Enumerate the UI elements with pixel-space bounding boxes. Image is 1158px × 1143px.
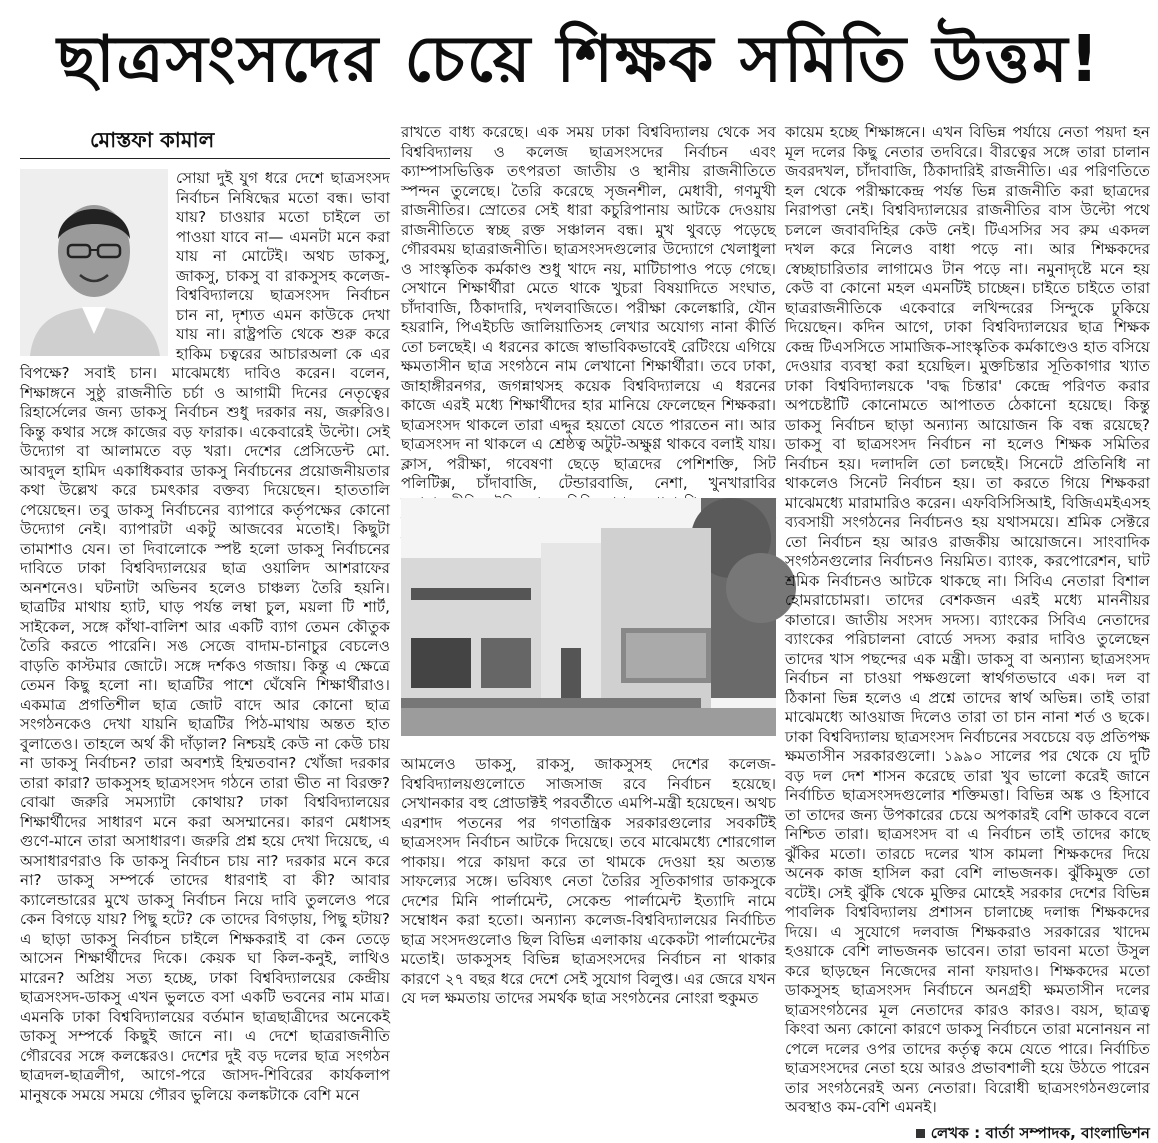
paragraph-col2-bottom: আমলেও ডাকসু, রাকসু, জাকসুসহ দেশের কলেজ-বিশ্ববিদ্যালয়গুলোতে সাজসাজ রবে নির্বাচন হয়েছে। সেখানকার বহু প্রোডাক্টই পরবর্তীতে এমপি-মন্ত্রী হয়েছেন। অথচ এরশাদ পতনের পর গণতান্ত্রিক সরকারগুলোর সবকটিই ছাত্রসংসদ নির্বাচন আটকে দিয়েছে। তবে মাঝেমধ্যে শোরগোল পাকায়। পরে কায়দা করে তা থামকে দেওয়া হয় অত্যন্ত সাফল্যের সঙ্গে। ভবিষ্যৎ নেতা তৈরির সূতিকাগার ডাকসুকে দেশের মিনি পার্লামেন্ট, সেকেন্ড পার্লামেন্ট ইত্যাদি নামে সম্বোধন করা হতো। অন্যান্য কলেজ-বিশ্ববিদ্যালয়ের নির্বাচিত ছাত্র সংসদগুলোও ছিল বিভিন্ন এলাকায় একেকটা পার্লামেন্টের মতোই। ডাকসুসহ বিভিন্ন ছাত্রসংসদের নির্বাচন না থাকার কারণে ২৭ বছর ধরে দেশে সেই সুযোগ বিলুপ্ত। এর জেরে যখন যে দল ক্ষমতায় তাদের সমর্থক ছাত্র সংগঠনের নোংরা হুকুমত bbox=[401, 755, 776, 1009]
author-signature bbox=[785, 1124, 1150, 1143]
headline: ছাত্রসংসদের চেয়ে শিক্ষক সমিতি উত্তম! bbox=[0, 18, 1158, 102]
byline: মোস্তফা কামাল bbox=[90, 126, 390, 154]
dacsu-building-photo bbox=[401, 498, 776, 736]
article-column-3 bbox=[785, 123, 1150, 965]
signature-text: বার্তা সম্পাদক, বাংলাভিশন bbox=[986, 1124, 1150, 1142]
author-portrait bbox=[20, 169, 168, 356]
byline-divider bbox=[20, 158, 390, 159]
paragraph-col3: কায়েম হচ্ছে শিক্ষাঙ্গনে। এখন বিভিন্ন পর্যায়ে নেতা পয়দা হন মূল দলের কিছু নেতার তদবিরে। বীরত্বের সঙ্গে তারা চালান জবরদখল, চাঁদাবাজি, ঠিকাদারিই রাজনীতি। এর পরিণতিতে হল থেকে পরীক্ষাকেন্দ্র পর্যন্ত ভিন্ন রাজনীতি করা ছাত্রদের নিরাপত্তা নেই। বিশ্ববিদ্যালয়ের রাজনীতির বাস উল্টো পথে চললে জবাবদিহির কেউ নেই। টিএসসির সব রুম একদল দখল করে নিলেও বাধা পড়ে না। আর শিক্ষকদের স্বেচ্ছাচারিতার লাগামেও টান পড়ে না। নমুনাদৃষ্টে মনে হয় কেউ বা কোনো মহল এমনটিই চাচ্ছেন। চাইতে চাইতে তারা ছাত্ররাজনীতিকে একেবারে লখিন্দরের সিন্দুকে ঢুকিয়ে দিয়েছেন। কদিন আগে, ঢাকা বিশ্ববিদ্যালয়ের ছাত্র শিক্ষক কেন্দ্র টিএসসিতে সামাজিক-সাংস্কৃতিক কর্মকাণ্ডেও হাত বসিয়ে দেওয়ার ব্যবস্থা করা হয়েছিল। মুক্তচিন্তার সূতিকাগার খ্যাত ঢাকা বিশ্ববিদ্যালয়কে 'বদ্ধ চিন্তার' কেন্দ্রে পরিণত করার অপচেষ্টাটি কোনোমতে আপাতত ঠেকানো হয়েছে। কিন্তু ডাকসু নির্বাচন ছাড়া অন্যান্য আয়োজন কি বন্ধ রয়েছে? ডাকসু বা ছাত্রসংসদ নির্বাচন না হলেও শিক্ষক সমিতির নির্বাচন হয়। দলাদলি তো চলছেই। সিনেটে প্রতিনিধি না থাকলেও সিনেট নির্বাচন হয়। তা করতে গিয়ে শিক্ষকরা মাঝেমধ্যে মারামারিও করেন। এফবিসিসিআই, বিজিএমইএসহ ব্যবসায়ী সংগঠনের নির্বাচনও হয় যথাসময়ে। শ্রমিক সেক্টরে তো নির্বাচন হয় আরও রাজকীয় আয়োজনে। সাংবাদিক সংগঠনগুলোর নির্বাচনও নিয়মিত। ব্যাংক, করপোরেশন, ঘাট শ্রমিক নির্বাচনও আটকে থাকছে না। সিবিএ নেতারা বিশাল হোমরাচোমরা। তাদের বেশকজন এরই মধ্যে মাননীয়র কাতারে। জাতীয় সংসদ সদস্য। ব্যাংকের সিবিএ নেতাদের ব্যাংকের পরিচালনা বোর্ডে সদস্য করার দাবিও তুলেছেন তাদের খাস পছন্দের এক মন্ত্রী। ডাকসু বা অন্যান্য ছাত্রসংসদ নির্বাচন না চাওয়া পক্ষগুলো স্বার্থগতভাবে এক। দল বা ঠিকানা ভিন্ন হলেও এ প্রশ্নে তাদের স্বার্থ অভিন্ন। তাই তারা মাঝেমধ্যে আওয়াজ দিলেও তারা তা চান নানা শর্ত ও ছকে। ঢাকা বিশ্ববিদ্যালয় ছাত্রসংসদ নির্বাচনের সবচেয়ে বড় প্রতিপক্ষ ক্ষমতাসীন সরকারগুলো। ১৯৯০ সালের পর থেকে যে দুটি বড় দল দেশ শাসন করেছে তারা খুব ভালো করেই জানে নির্বাচিত ছাত্রসংসদগুলোর শক্তিমত্তা। বিভিন্ন অঙ্ক ও হিসাবে তা তাদের জন্য উপকারের চেয়ে অপকারই বেশি ডাকবে বলে নিশ্চিত তারা। ছাত্রসংসদ বা এ নির্বাচন তাই তাদের কাছে ঝুঁকির মতো। তারচে দলের খাস কামলা শিক্ষকদের দিয়ে অনেক কাজ হাসিল করা বেশি লাভজনক। ঝুঁকিমুক্ত তো বটেই। সেই ঝুঁকি থেকে মুক্তির মোহেই সরকার দেশের বিভিন্ন পাবলিক বিশ্ববিদ্যালয় প্রশাসন চালাচ্ছে দলান্ধ শিক্ষকদের দিয়ে। এ সুযোগে দলবাজ শিক্ষকরাও সরকারের খাদেম হওয়াকে বেশি লাভজনক ভাবেন। তারা ভাবনা মতো উসুল করে ছাড়ছেন নিজেদের নানা ফায়দাও। শিক্ষকদের মতো ডাকসুসহ ছাত্রসংসদ নির্বাচনে অনগ্রহী ক্ষমতাসীন দলের ছাত্রসংগঠনের মূল নেতাদের কারও কারও। বয়স, ছাত্রত্ব কিংবা অন্য কোনো কারণে ডাকসু নির্বাচনে তারা মনোনয়ন না পেলে দলের ওপর তাদের কর্তৃত্ব কমে যেতে পারে। নির্বাচিত ছাত্রসংসদের নেতা হয়ে আরও প্রভাবশালী হয়ে উঠতে পারেন তার সংগঠনেরই অন্য নেতারা। বিরোধী ছাত্রসংগঠনগুলোর অবস্থাও কম-বেশি এমনই। bbox=[785, 123, 1150, 1118]
signature-label: লেখক : bbox=[931, 1124, 980, 1142]
article-column-2-bottom bbox=[401, 740, 776, 965]
paragraph-col1: সোয়া দুই যুগ ধরে দেশে ছাত্রসংসদ নির্বাচন নিষিদ্ধের মতো বন্ধ। ভাবা যায়? চাওয়ার মতো চাইলে তা পাওয়া যাবে না— এমনটা মনে করা যায় না মোটেই। অথচ ডাকসু, জাকসু, চাকসু বা রাকসুসহ কলেজ-বিশ্ববিদ্যালয়ে ছাত্রসংসদ নির্বাচন চান না, দৃশ্যত এমন কাউকে দেখা যায় না। রাষ্ট্রপতি থেকে শুরু করে হাকিম চত্বরের আচারঅলা কে এর বিপক্ষে? সবাই চান। মাঝেমধ্যে দাবিও করেন। বলেন, শিক্ষাঙ্গনে সুষ্ঠু রাজনীতি চর্চা ও আগামী দিনের নেতৃত্বের রিহার্সেলের জন্য ডাকসু নির্বাচন শুধু দরকার নয়, জরুরিও। কিন্তু কথার সঙ্গে কাজের বড় ফারাক। একেবারেই উল্টো। সেই উদ্যোগ বা আলামতে বড় খরা। দেশের প্রেসিডেন্ট মো. আবদুল হামিদ একাধিকবার ডাকসু নির্বাচনের প্রয়োজনীয়তার কথা উল্লেখ করে চমৎকার বক্তব্য দিয়েছেন। হাততালি পেয়েছেন। তবু ডাকসু নির্বাচনের ব্যাপারে কর্তৃপক্ষের কোনো উদ্যোগ নেই। ব্যাপারটা একটু আজবের মতোই। কিছুটা তামাশাও যেন। তা দিবালোকে স্পষ্ট হলো ডাকসু নির্বাচনের দাবিতে ঢাকা বিশ্ববিদ্যালয়ের ছাত্র ওয়ালিদ আশরাফের অনশনেও। ঘটনাটা অভিনব হলেও চাঞ্চল্য তৈরি হয়নি। ছাত্রটির মাথায় হ্যাট, ঘাড় পর্যন্ত লম্বা চুল, ময়লা টি শার্ট, সাইকেল, সঙ্গে কাঁথা-বালিশ আর একটি ব্যাগ তেমন কৌতুক তৈরি করতে পারেনি। সঙ সেজে বাদাম-চানাচুর বেচলেও বাড়তি কাস্টমার জোটে। সঙ্গে দর্শকও গজায়। কিন্তু এ ক্ষেত্রে তেমন কিছু হলো না। ছাত্রটির পাশে ঘেঁষেনি শিক্ষার্থীরাও। একমাত্র প্রগতিশীল ছাত্র জোট বাদে আর কোনো ছাত্র সংগঠনকেও দেখা যায়নি ছাত্রটির পিঠ-মাথায় অন্তত হাত বুলাতেও। তাহলে অর্থ কী দাঁড়াল? নিশ্চয়ই কেউ না কেউ চায় না ডাকসু নির্বাচন? তারা অবশ্যই হিম্মতবান? খোঁজা দরকার তারা কারা? ডাকসুসহ ছাত্রসংসদ গঠনে তারা ভীত না বিরক্ত? বোঝা জরুরি সমস্যাটা কোথায়? ঢাকা বিশ্ববিদ্যালয়ের শিক্ষার্থীদের সাধারণ মনে করা অসম্মানের। কারণ মেধাসহ গুণে-মানে তারা অসাধারণ। জরুরি প্রশ্ন হয়ে দেখা দিয়েছে, এ অসাধারণরাও কি ডাকসু নির্বাচন চায় না? দরকার মনে করে না? ডাকসু সম্পর্কে তাদের ধারণাই বা কী? আবার ক্যালেন্ডারের মুখে ডাকসু নির্বাচন নিয়ে দাবি তুললেও পরে কেন বিগড়ে যায়? পিছু হটে? কে তাদের বিগড়ায়, পিছু হটায়? এ ছাড়া ডাকসু নির্বাচন চাইলে শিক্ষকরাই বা কেন তেড়ে আসেন শিক্ষার্থীদের দিকে। কেয়ক ঘা কিল-কনুই, লাথিও মারেন? অপ্রিয় সত্য হচ্ছে, ঢাকা বিশ্ববিদ্যালয়ের কেন্দ্রীয় ছাত্রসংসদ-ডাকসু এখন ভুলতে বসা একটি ভবনের নাম মাত্র। এমনকি ঢাকা বিশ্ববিদ্যালয়ের বর্তমান ছাত্রছাত্রীদের অনেকেই ডাকসু সম্পর্কে কিছুই জানে না। এ দেশে ছাত্ররাজনীতি গৌরবের সঙ্গে কলঙ্কেরও। দেশের দুই বড় দলের ছাত্র সংগঠন ছাত্রদল-ছাত্রলীগ, আগে-পরে জাসদ-শিবিরের কার্যকলাপ মানুষকে সময়ে সময়ে গৌরব ভুলিয়ে কলঙ্কটাকে বেশি মনে bbox=[20, 169, 390, 1105]
article-column-1 bbox=[20, 120, 390, 965]
article-column-2-top bbox=[401, 123, 776, 493]
paragraph-col2-top: রাখতে বাধ্য করেছে। এক সময় ঢাকা বিশ্ববিদ্যালয় থেকে সব বিশ্ববিদ্যালয় ও কলেজ ছাত্রসংসদের নির্বাচন এবং ক্যাম্পাসভিত্তিক তৎপরতা জাতীয় ও স্থানীয় রাজনীতিতে স্পন্দন তুলেছে। তৈরি করেছে সৃজনশীল, মেধাবী, গণমুখী রাজনীতির। স্রোতের সেই ধারা কচুরিপানায় আটকে দেওয়ায় রাজনীতিতে স্বচ্ছ রক্ত সঞ্চালন বন্ধ। মুখ থুবড়ে পড়েছে গৌরবময় ছাত্ররাজনীতি। ছাত্রসংসদগুলোর উদ্যোগে খেলাধুলা ও সাংস্কৃতিক কর্মকাণ্ড শুধু খাদে নয়, মাটিচাপাও পড়ে গেছে। সেখানে শিক্ষার্থীরা মেতে থাকে খুচরা বিষয়াদিতে সংঘাত, চাঁদাবাজি, ঠিকাদারি, দখলবাজিতে। পরীক্ষা কেলেঙ্কারি, যৌন হয়রানি, পিএইচডি জালিয়াতিসহ লেখার অযোগ্য নানা কীর্তি তো চলছেই। এ ধরনের কাজে স্বাভাবিকভাবেই রেটিংয়ে এগিয়ে ক্ষমতাসীন ছাত্র সংগঠনে নাম লেখানো শিক্ষার্থীরা। তবে ঢাকা, জাহাঙ্গীরনগর, জগন্নাথসহ কয়েক বিশ্ববিদ্যালয়ে এ ধরনের কাজে এরই মধ্যে শিক্ষার্থীদের হার মানিয়ে ফেলেছেন শিক্ষকরা। ছাত্রসংসদ থাকলে তারা এদ্দুর হয়তো যেতে পারতেন না। আর ছাত্রসংসদ না থাকলে এ শ্রেষ্ঠত্ব অটুট-অক্ষুণ্ণ থাকবে বলাই যায়। ক্লাস, পরীক্ষা, গবেষণা ছেড়ে ছাত্রদের পেশিশক্তি, সিট পলিটিক্স, চাঁদাবাজি, টেন্ডারবাজি, নেশা, খুনখারাবির bbox=[401, 123, 776, 572]
bullet-square-icon bbox=[916, 1129, 925, 1138]
